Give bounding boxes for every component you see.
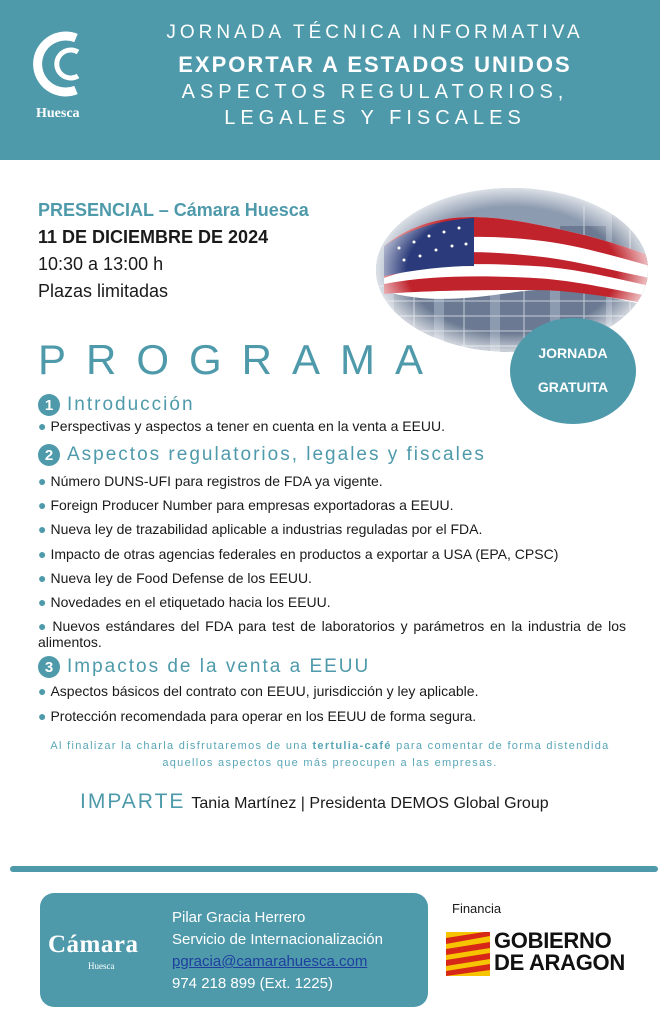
program-heading: PROGRAMA: [38, 336, 444, 383]
bullet-dot-icon: ●: [38, 594, 47, 610]
sponsor-line-2: DE ARAGON: [494, 950, 625, 975]
closing-note: Al finalizar la charla disfrutaremos de una tertulia-café para comentar de forma distendida aquellos aspectos que más preocupen a las empresas.: [50, 740, 610, 769]
bullet-dot-icon: ●: [38, 473, 47, 489]
event-kind: JORNADA TÉCNICA INFORMATIVA: [166, 22, 584, 43]
section-3-label: Impactos de la venta a EEUU: [67, 656, 371, 677]
bullet-dot-icon: ●: [38, 708, 47, 724]
contact-department: Servicio de Internacionalización: [172, 931, 383, 948]
list-item: ● Foreign Producer Number para empresas exportadoras a EEUU.: [38, 497, 454, 513]
section-2-label: Aspectos regulatorios, legales y fiscales: [67, 444, 486, 465]
section-1-title: [38, 394, 195, 416]
bullet-dot-icon: ●: [38, 418, 47, 434]
section-3-title: [38, 656, 370, 678]
aragon-flag-icon: [446, 932, 490, 976]
event-subtitle-2: LEGALES Y FISCALES: [224, 107, 526, 129]
list-item: ● Protección recomendada para operar en los EEUU de forma segura.: [38, 708, 477, 724]
list-item: ● Nueva ley de trazabilidad aplicable a industrias reguladas por el FDA.: [38, 521, 483, 537]
event-modality: PRESENCIAL – Cámara Huesca: [38, 200, 309, 220]
list-item: ● Nuevos estándares del FDA para test de laboratorios y parámetros en la industria de los alimentos.: [38, 618, 626, 650]
event-date: 11 DE DICIEMBRE DE 2024: [38, 227, 269, 247]
speaker-line: [80, 790, 549, 814]
list-item: ● Impacto de otras agencias federales en productos a exportar a USA (EPA, CPSC): [38, 546, 559, 562]
camara-logo-city: Huesca: [88, 961, 115, 971]
section-2-title: [38, 444, 486, 466]
logo-city-label: Huesca: [36, 106, 80, 121]
list-item: ● Novedades en el etiquetado hacia los EEUU.: [38, 594, 331, 610]
contact-email-link[interactable]: pgracia@camarahuesca.com: [172, 953, 368, 970]
section-2-number: 2: [38, 444, 60, 466]
bullet-dot-icon: ●: [38, 521, 47, 537]
list-item: ● Número DUNS-UFI para registros de FDA ya vigente.: [38, 473, 383, 489]
sponsor-label: Financia: [452, 901, 502, 916]
section-1-label: Introducción: [67, 394, 195, 415]
badge-line-1: JORNADA: [538, 345, 608, 361]
contact-phone: 974 218 899 (Ext. 1225): [172, 975, 333, 992]
contact-name: Pilar Gracia Herrero: [172, 909, 306, 926]
camara-logo: [48, 931, 166, 971]
badge-line-2: GRATUITA: [537, 379, 609, 395]
section-1-number: 1: [38, 394, 60, 416]
bullet-dot-icon: ●: [38, 497, 47, 513]
bullet-dot-icon: ●: [38, 618, 49, 634]
footer-divider: [10, 866, 658, 872]
header-banner: [0, 0, 660, 160]
contact-card: [40, 893, 428, 1007]
section-3-number: 3: [38, 656, 60, 678]
speaker-name: Tania Martínez | Presidenta DEMOS Global Group: [191, 795, 549, 812]
camara-huesca-logo: [30, 26, 96, 126]
note-highlight: tertulia-café: [312, 740, 392, 752]
event-seats: Plazas limitadas: [38, 281, 169, 301]
event-info: [38, 200, 309, 302]
event-subtitle-1: ASPECTOS REGULATORIOS,: [181, 81, 569, 103]
list-item: ● Aspectos básicos del contrato con EEUU, jurisdicción y ley aplicable.: [38, 683, 479, 699]
list-item: ● Nueva ley de Food Defense de los EEUU.: [38, 570, 312, 586]
list-item: ● Perspectivas y aspectos a tener en cuenta en la venta a EEUU.: [38, 418, 446, 434]
free-event-badge: [510, 318, 636, 424]
camara-logo-word: Cámara: [48, 931, 139, 958]
bullet-dot-icon: ●: [38, 570, 47, 586]
speaker-label: IMPARTE: [80, 790, 186, 813]
sponsor-line-1: GOBIERNO: [494, 928, 612, 953]
header-title-block: [110, 22, 640, 130]
event-title: EXPORTAR A ESTADOS UNIDOS: [178, 52, 572, 77]
bullet-dot-icon: ●: [38, 546, 47, 562]
contact-details: [172, 907, 383, 995]
bullet-dot-icon: ●: [38, 683, 47, 699]
gobierno-aragon-logo: [446, 930, 646, 978]
event-time: 10:30 a 13:00 h: [38, 254, 164, 274]
